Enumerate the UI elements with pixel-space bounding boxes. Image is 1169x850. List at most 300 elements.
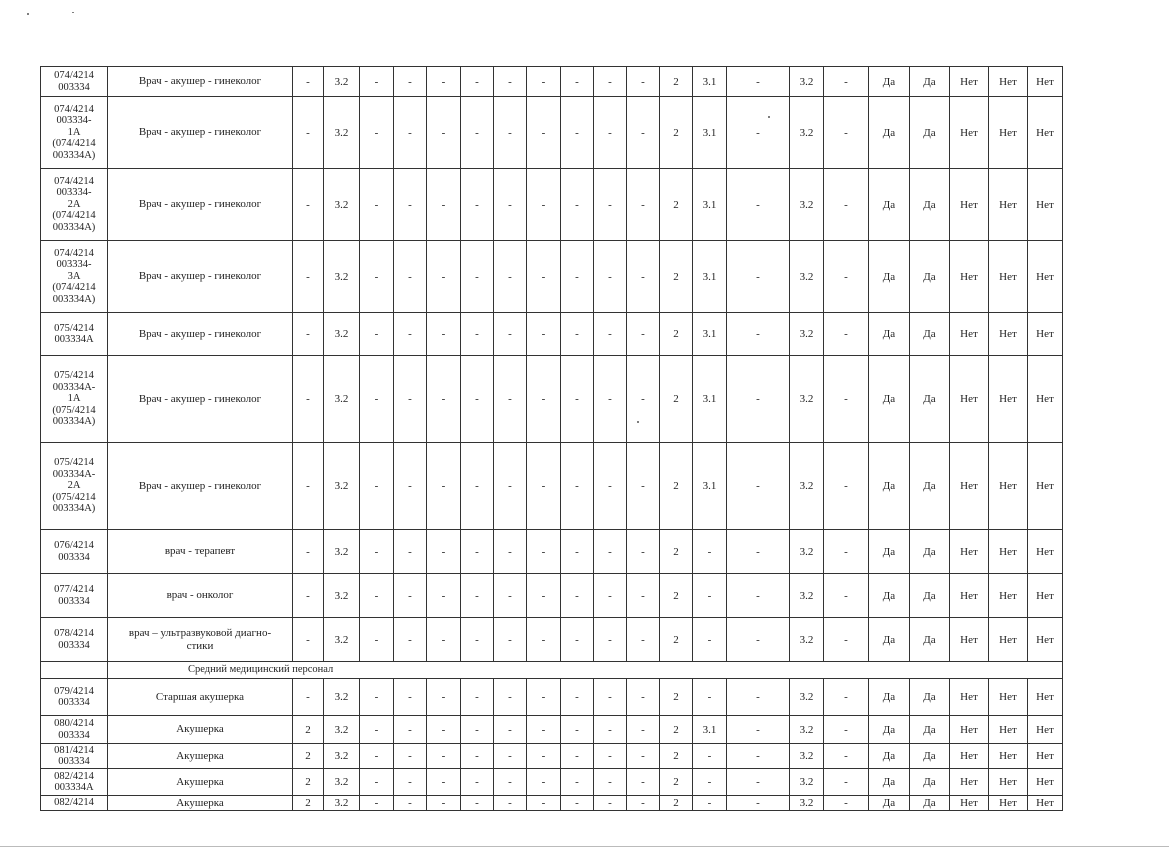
value-cell: 3.2 <box>790 169 824 241</box>
value-cell: - <box>461 618 494 662</box>
value-cell: 3.2 <box>324 241 360 313</box>
value-cell: - <box>594 313 627 356</box>
value-cell: - <box>727 67 790 97</box>
value-cell: - <box>394 716 427 744</box>
value-cell: 3.2 <box>790 97 824 169</box>
value-cell: Нет <box>950 618 989 662</box>
value-cell: - <box>494 769 527 796</box>
workplace-code: 075/4214 003334А- 2А (075/4214 003334А) <box>41 443 108 530</box>
value-cell: 2 <box>660 313 693 356</box>
value-cell: 2 <box>660 716 693 744</box>
position-title: Врач - акушер - гинеколог <box>108 313 293 356</box>
value-cell: - <box>727 356 790 443</box>
value-cell: - <box>461 241 494 313</box>
value-cell: Да <box>910 313 950 356</box>
value-cell: - <box>461 97 494 169</box>
value-cell: 2 <box>660 769 693 796</box>
value-cell: 3.2 <box>324 716 360 744</box>
value-cell: - <box>293 67 324 97</box>
value-cell: - <box>461 169 494 241</box>
value-cell: Да <box>869 356 910 443</box>
value-cell: - <box>627 618 660 662</box>
value-cell: - <box>527 679 561 716</box>
value-cell: - <box>293 356 324 443</box>
value-cell: - <box>461 716 494 744</box>
value-cell: Нет <box>1028 443 1063 530</box>
value-cell: - <box>824 169 869 241</box>
value-cell: - <box>293 313 324 356</box>
value-cell: - <box>727 679 790 716</box>
value-cell: - <box>527 356 561 443</box>
value-cell: Нет <box>1028 97 1063 169</box>
assessment-table <box>40 66 1063 811</box>
value-cell: - <box>727 241 790 313</box>
value-cell: - <box>727 313 790 356</box>
value-cell: - <box>693 530 727 574</box>
value-cell: - <box>627 97 660 169</box>
value-cell: - <box>494 313 527 356</box>
value-cell: 3.2 <box>324 618 360 662</box>
value-cell: - <box>727 796 790 811</box>
value-cell: - <box>627 679 660 716</box>
value-cell: - <box>427 313 461 356</box>
position-title: Врач - акушер - гинеколог <box>108 356 293 443</box>
value-cell: 3.2 <box>324 67 360 97</box>
value-cell: - <box>360 313 394 356</box>
value-cell: - <box>727 530 790 574</box>
value-cell: - <box>727 169 790 241</box>
value-cell: 3.1 <box>693 443 727 530</box>
value-cell: - <box>693 679 727 716</box>
workplace-code: 074/4214 003334 <box>41 67 108 97</box>
value-cell: 2 <box>660 443 693 530</box>
value-cell: - <box>293 618 324 662</box>
value-cell: Нет <box>989 618 1028 662</box>
value-cell: - <box>527 97 561 169</box>
value-cell: - <box>627 356 660 443</box>
position-title: Врач - акушер - гинеколог <box>108 169 293 241</box>
value-cell: - <box>427 618 461 662</box>
value-cell: 3.2 <box>790 530 824 574</box>
value-cell: 2 <box>660 744 693 769</box>
value-cell: 3.2 <box>324 356 360 443</box>
value-cell: 2 <box>660 574 693 618</box>
value-cell: Нет <box>950 574 989 618</box>
value-cell: 2 <box>660 679 693 716</box>
value-cell: - <box>627 530 660 574</box>
table-row <box>41 356 1063 443</box>
value-cell: - <box>494 618 527 662</box>
value-cell: - <box>360 443 394 530</box>
value-cell: 3.2 <box>324 796 360 811</box>
value-cell: - <box>360 530 394 574</box>
value-cell: - <box>360 744 394 769</box>
value-cell: - <box>494 679 527 716</box>
value-cell: Да <box>910 169 950 241</box>
workplace-code: 075/4214 003334А- 1А (075/4214 003334А) <box>41 356 108 443</box>
value-cell: 2 <box>660 169 693 241</box>
value-cell: - <box>394 796 427 811</box>
value-cell: 2 <box>660 796 693 811</box>
value-cell: 3.1 <box>693 169 727 241</box>
value-cell: - <box>360 97 394 169</box>
value-cell: - <box>594 796 627 811</box>
value-cell: - <box>727 443 790 530</box>
value-cell: - <box>394 744 427 769</box>
value-cell: Нет <box>1028 679 1063 716</box>
value-cell: 2 <box>293 769 324 796</box>
position-title: врач - онколог <box>108 574 293 618</box>
value-cell: - <box>360 67 394 97</box>
value-cell: - <box>394 443 427 530</box>
value-cell: - <box>494 356 527 443</box>
position-title: Врач - акушер - гинеколог <box>108 443 293 530</box>
value-cell: Нет <box>989 679 1028 716</box>
value-cell: Нет <box>1028 356 1063 443</box>
table-row <box>41 241 1063 313</box>
value-cell: - <box>494 97 527 169</box>
value-cell: - <box>824 796 869 811</box>
value-cell: - <box>594 679 627 716</box>
table-row <box>41 169 1063 241</box>
value-cell: Нет <box>950 241 989 313</box>
value-cell: - <box>594 716 627 744</box>
value-cell: Да <box>910 530 950 574</box>
value-cell: 3.2 <box>790 679 824 716</box>
value-cell: Да <box>869 97 910 169</box>
value-cell: - <box>427 796 461 811</box>
value-cell: - <box>394 356 427 443</box>
value-cell: - <box>561 241 594 313</box>
value-cell: Нет <box>989 744 1028 769</box>
value-cell: - <box>293 241 324 313</box>
value-cell: Нет <box>989 443 1028 530</box>
table-row <box>41 769 1063 796</box>
value-cell: Нет <box>1028 796 1063 811</box>
value-cell: Да <box>869 618 910 662</box>
workplace-code: 074/4214 003334- 2А (074/4214 003334А) <box>41 169 108 241</box>
value-cell: - <box>627 744 660 769</box>
value-cell: 3.1 <box>693 67 727 97</box>
value-cell: - <box>594 67 627 97</box>
value-cell: 3.2 <box>324 574 360 618</box>
value-cell: Нет <box>950 443 989 530</box>
value-cell: - <box>594 97 627 169</box>
value-cell: - <box>360 241 394 313</box>
value-cell: - <box>494 716 527 744</box>
position-title: Акушерка <box>108 796 293 811</box>
position-title: Врач - акушер - гинеколог <box>108 241 293 313</box>
group-label: Средний медицинский персонал <box>108 662 1063 679</box>
value-cell: - <box>494 744 527 769</box>
value-cell: - <box>824 443 869 530</box>
value-cell: - <box>494 169 527 241</box>
table-row <box>41 530 1063 574</box>
value-cell: - <box>594 769 627 796</box>
value-cell: - <box>727 618 790 662</box>
value-cell: Нет <box>1028 241 1063 313</box>
workplace-code: 078/4214 003334 <box>41 618 108 662</box>
table-row <box>41 744 1063 769</box>
value-cell: - <box>527 618 561 662</box>
table-body <box>41 67 1063 811</box>
value-cell: Нет <box>989 356 1028 443</box>
value-cell: Нет <box>950 679 989 716</box>
value-cell: 3.2 <box>790 443 824 530</box>
value-cell: - <box>527 744 561 769</box>
workplace-code: 081/4214 003334 <box>41 744 108 769</box>
value-cell: Нет <box>989 241 1028 313</box>
table-row <box>41 97 1063 169</box>
value-cell: - <box>427 356 461 443</box>
value-cell: 3.2 <box>324 169 360 241</box>
value-cell: Да <box>910 796 950 811</box>
value-cell: Нет <box>989 67 1028 97</box>
value-cell: 3.2 <box>324 97 360 169</box>
value-cell: - <box>427 530 461 574</box>
value-cell: Нет <box>989 796 1028 811</box>
position-title: Акушерка <box>108 769 293 796</box>
scan-edge-line <box>0 846 1169 847</box>
value-cell: - <box>293 443 324 530</box>
value-cell: - <box>427 744 461 769</box>
value-cell: - <box>427 97 461 169</box>
value-cell: - <box>394 97 427 169</box>
value-cell: 3.2 <box>324 769 360 796</box>
value-cell: - <box>561 356 594 443</box>
value-cell: 3.2 <box>790 716 824 744</box>
value-cell: Нет <box>989 97 1028 169</box>
value-cell: - <box>594 169 627 241</box>
value-cell: Да <box>910 443 950 530</box>
value-cell: - <box>360 679 394 716</box>
value-cell: - <box>394 169 427 241</box>
value-cell: - <box>824 241 869 313</box>
value-cell: - <box>427 241 461 313</box>
value-cell: Да <box>910 679 950 716</box>
value-cell: - <box>824 679 869 716</box>
position-title: Акушерка <box>108 716 293 744</box>
workplace-code: 077/4214 003334 <box>41 574 108 618</box>
value-cell: - <box>427 443 461 530</box>
value-cell: Нет <box>950 530 989 574</box>
table-row <box>41 313 1063 356</box>
value-cell: Нет <box>950 769 989 796</box>
value-cell: - <box>461 796 494 811</box>
value-cell: - <box>824 530 869 574</box>
table-row <box>41 618 1063 662</box>
group-header-row <box>41 662 1063 679</box>
value-cell: 3.1 <box>693 97 727 169</box>
value-cell: - <box>461 769 494 796</box>
value-cell: - <box>627 716 660 744</box>
value-cell: - <box>561 530 594 574</box>
value-cell: - <box>561 679 594 716</box>
workplace-code: 075/4214 003334А <box>41 313 108 356</box>
value-cell: - <box>824 356 869 443</box>
value-cell: 3.2 <box>790 769 824 796</box>
value-cell: 3.2 <box>324 530 360 574</box>
value-cell: Да <box>869 443 910 530</box>
value-cell: - <box>627 769 660 796</box>
value-cell: - <box>293 574 324 618</box>
scan-speck <box>72 12 74 13</box>
scan-speck <box>27 13 29 15</box>
value-cell: - <box>561 169 594 241</box>
value-cell: 3.2 <box>790 574 824 618</box>
value-cell: Да <box>869 574 910 618</box>
value-cell: - <box>427 574 461 618</box>
value-cell: - <box>527 443 561 530</box>
value-cell: - <box>494 796 527 811</box>
value-cell: - <box>360 796 394 811</box>
value-cell: - <box>394 67 427 97</box>
value-cell: - <box>527 313 561 356</box>
value-cell: - <box>594 443 627 530</box>
value-cell: 3.2 <box>790 67 824 97</box>
value-cell: - <box>561 67 594 97</box>
value-cell: - <box>594 744 627 769</box>
value-cell: Да <box>869 744 910 769</box>
value-cell: Да <box>869 769 910 796</box>
value-cell: - <box>561 443 594 530</box>
value-cell: 2 <box>660 618 693 662</box>
value-cell: - <box>461 574 494 618</box>
empty-cell <box>41 662 108 679</box>
value-cell: - <box>360 356 394 443</box>
value-cell: Да <box>869 796 910 811</box>
value-cell: - <box>394 530 427 574</box>
value-cell: - <box>527 796 561 811</box>
value-cell: Нет <box>950 716 989 744</box>
value-cell: - <box>824 313 869 356</box>
value-cell: Нет <box>950 169 989 241</box>
value-cell: - <box>394 679 427 716</box>
value-cell: - <box>527 769 561 796</box>
value-cell: - <box>527 574 561 618</box>
value-cell: Да <box>910 744 950 769</box>
value-cell: - <box>427 716 461 744</box>
workplace-code: 082/4214 <box>41 796 108 811</box>
value-cell: Да <box>869 530 910 574</box>
value-cell: - <box>527 530 561 574</box>
value-cell: 3.1 <box>693 241 727 313</box>
value-cell: Нет <box>989 313 1028 356</box>
value-cell: - <box>527 241 561 313</box>
workplace-code: 080/4214 003334 <box>41 716 108 744</box>
value-cell: Нет <box>950 67 989 97</box>
position-title: Врач - акушер - гинеколог <box>108 97 293 169</box>
value-cell: - <box>693 574 727 618</box>
table-row <box>41 716 1063 744</box>
value-cell: Нет <box>950 744 989 769</box>
value-cell: - <box>727 574 790 618</box>
table-row <box>41 67 1063 97</box>
value-cell: Нет <box>1028 67 1063 97</box>
value-cell: - <box>494 530 527 574</box>
value-cell: - <box>293 169 324 241</box>
value-cell: - <box>494 67 527 97</box>
value-cell: Да <box>869 716 910 744</box>
table-row <box>41 679 1063 716</box>
value-cell: - <box>627 796 660 811</box>
value-cell: - <box>561 744 594 769</box>
value-cell: 3.2 <box>790 356 824 443</box>
value-cell: Да <box>910 618 950 662</box>
value-cell: Нет <box>1028 169 1063 241</box>
value-cell: - <box>594 530 627 574</box>
value-cell: - <box>693 744 727 769</box>
value-cell: Нет <box>950 796 989 811</box>
value-cell: Да <box>869 67 910 97</box>
value-cell: 3.2 <box>324 679 360 716</box>
value-cell: - <box>727 97 790 169</box>
value-cell: - <box>627 67 660 97</box>
position-title: врач – ультразвуковой диагно- стики <box>108 618 293 662</box>
value-cell: - <box>360 574 394 618</box>
position-title: врач - терапевт <box>108 530 293 574</box>
table-row <box>41 443 1063 530</box>
value-cell: - <box>461 744 494 769</box>
value-cell: - <box>360 716 394 744</box>
position-title: Врач - акушер - гинеколог <box>108 67 293 97</box>
value-cell: 2 <box>293 744 324 769</box>
value-cell: Нет <box>950 313 989 356</box>
value-cell: - <box>824 716 869 744</box>
value-cell: Да <box>910 716 950 744</box>
table-row <box>41 796 1063 811</box>
value-cell: - <box>293 97 324 169</box>
value-cell: - <box>527 716 561 744</box>
scan-speck <box>768 116 770 118</box>
value-cell: Да <box>869 241 910 313</box>
value-cell: 2 <box>660 241 693 313</box>
value-cell: - <box>693 796 727 811</box>
value-cell: - <box>427 679 461 716</box>
value-cell: - <box>727 769 790 796</box>
value-cell: Да <box>910 67 950 97</box>
value-cell: - <box>394 618 427 662</box>
value-cell: - <box>594 574 627 618</box>
value-cell: - <box>561 574 594 618</box>
value-cell: - <box>627 169 660 241</box>
value-cell: 3.2 <box>790 618 824 662</box>
value-cell: - <box>693 769 727 796</box>
value-cell: - <box>627 241 660 313</box>
value-cell: 3.2 <box>324 744 360 769</box>
value-cell: - <box>561 97 594 169</box>
value-cell: Да <box>869 313 910 356</box>
value-cell: - <box>693 618 727 662</box>
value-cell: - <box>824 769 869 796</box>
value-cell: Нет <box>1028 574 1063 618</box>
value-cell: - <box>494 443 527 530</box>
value-cell: - <box>394 574 427 618</box>
value-cell: 2 <box>293 716 324 744</box>
value-cell: Нет <box>1028 313 1063 356</box>
value-cell: - <box>360 769 394 796</box>
value-cell: - <box>293 530 324 574</box>
value-cell: - <box>594 241 627 313</box>
value-cell: 3.1 <box>693 313 727 356</box>
value-cell: Нет <box>950 97 989 169</box>
value-cell: Да <box>869 169 910 241</box>
value-cell: Да <box>910 241 950 313</box>
value-cell: 2 <box>660 356 693 443</box>
value-cell: Нет <box>989 169 1028 241</box>
value-cell: - <box>824 744 869 769</box>
value-cell: 2 <box>293 796 324 811</box>
